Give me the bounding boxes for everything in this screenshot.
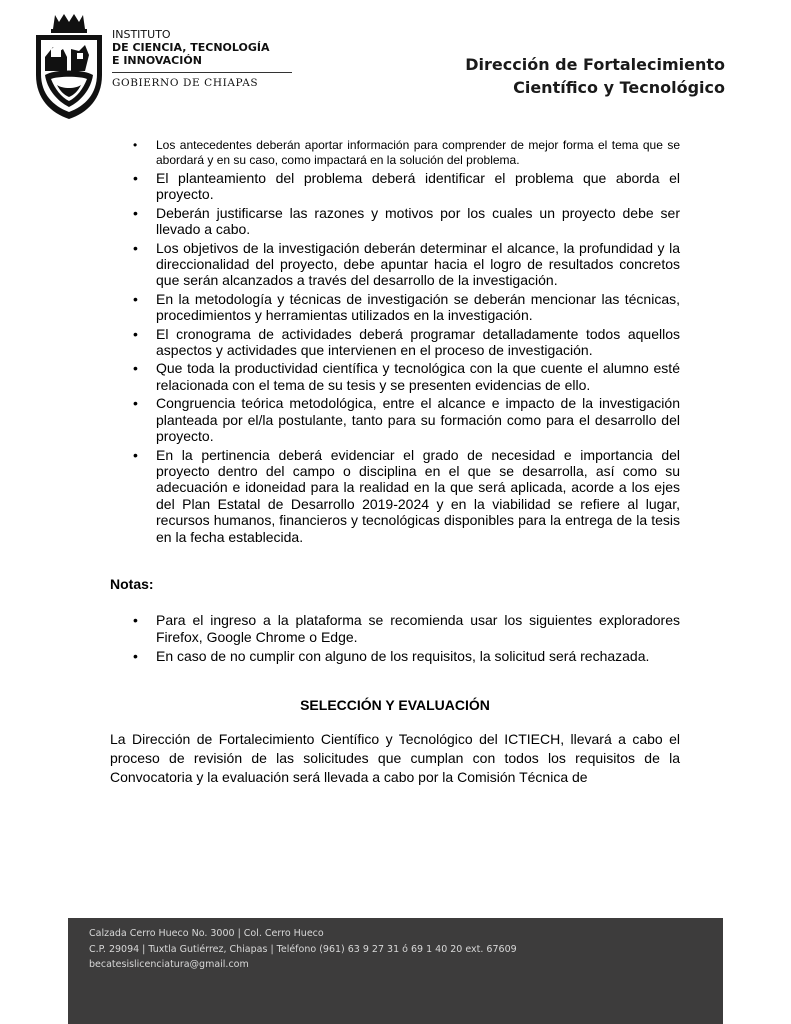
- institute-block: [112, 28, 302, 89]
- institute-line: DE CIENCIA, TECNOLOGÍA: [112, 41, 270, 54]
- footer-contact: C.P. 29094 | Tuxtla Gutiérrez, Chiapas | Teléfono (961) 63 9 27 31 ó 69 1 40 20 ext. 67609: [89, 943, 517, 955]
- list-item-text: En caso de no cumplir con alguno de los requisitos, la solicitud será rechazada.: [156, 647, 650, 664]
- list-item: [110, 395, 680, 444]
- list-item-text: Deberán justificarse las razones y motivos por los cuales un proyecto debe ser llevado a cabo.: [156, 204, 680, 238]
- institute-line: INSTITUTO: [112, 28, 171, 41]
- list-item-text: Los antecedentes deberán aportar información para comprender de mejor forma el tema que se abordará y en su caso, como impactará en la solución del problema.: [156, 138, 680, 167]
- list-item-text: Para el ingreso a la plataforma se recomienda usar los siguientes exploradores Firefox, Google Chrome o Edge.: [156, 611, 680, 645]
- bullet-icon: •: [133, 290, 138, 307]
- bullet-icon: •: [133, 647, 138, 664]
- list-item-text: En la metodología y técnicas de investigación se deberán mencionar las técnicas, procedimientos y herramientas utilizados en la investigación.: [156, 290, 680, 324]
- bullet-icon: •: [133, 204, 138, 221]
- list-item: [110, 170, 680, 203]
- list-item-text: Que toda la productividad científica y tecnológica con la que cuente el alumno esté relacionada con el tema de su tesis y se presenten evidencias de ello.: [156, 360, 680, 393]
- department-title: [465, 53, 725, 99]
- list-item: [110, 291, 680, 324]
- notes-list: [110, 612, 680, 665]
- list-item-text: Congruencia teórica metodológica, entre el alcance e impacto de la investigación planteada por el/la postulante, tanto para su formación como para el desarrollo del proyecto.: [156, 395, 680, 445]
- notes-heading: Notas:: [110, 575, 154, 592]
- section-paragraph: La Dirección de Fortalecimiento Científico y Tecnológico del ICTIECH, llevará a cabo el proceso de revisión de las solicitudes que cumplan con todos los requisitos de la Convocatoria y la evaluación será llevada a cabo por la Comisión Técnica de: [110, 730, 680, 785]
- section-heading: SELECCIÓN Y EVALUACIÓN: [300, 696, 490, 713]
- list-item: [110, 240, 680, 289]
- list-item: [110, 138, 680, 168]
- government-name: GOBIERNO DE CHIAPAS: [112, 77, 259, 89]
- department-title-line: Científico y Tecnológico: [513, 78, 725, 97]
- list-item-text: En la pertinencia deberá evidenciar el grado de necesidad e importancia del proyecto dentro del campo o disciplina en el que se desarrolla, así como su adecuación e idoneidad para la realidad en la que será aplicada, acorde a los ejes del Plan Estatal de Desarrollo 2019-2024 y en la viabilidad se refiere al lugar, recursos humanos, financieros y tecnológicas disponibles para la entrega de la tesis en la fecha establecida.: [156, 446, 680, 545]
- bullet-icon: •: [133, 611, 138, 628]
- department-title-line: Dirección de Fortalecimiento: [465, 55, 725, 74]
- institute-line: E INNOVACIÓN: [112, 54, 202, 67]
- bullet-icon: •: [133, 360, 138, 377]
- document-body: [110, 138, 680, 801]
- list-item-text: Los objetivos de la investigación deberán determinar el alcance, la profundidad y la direccionalidad del proyecto, debe apuntar hacia el logro de resultados concretos que serán alcanzados a través del desarrollo de la investigación.: [156, 239, 680, 289]
- list-item: [110, 360, 680, 393]
- bullet-icon: •: [133, 239, 138, 256]
- bullet-icon: •: [133, 325, 138, 342]
- list-item-text: El cronograma de actividades deberá programar detalladamente todos aquellos aspectos y actividades que intervienen en el proceso de investigación.: [156, 325, 680, 359]
- bullet-icon: •: [133, 446, 138, 463]
- list-item: [110, 205, 680, 238]
- footer-address: Calzada Cerro Hueco No. 3000 | Col. Cerro Hueco: [89, 928, 324, 939]
- list-item: [110, 612, 680, 646]
- chiapas-coat-of-arms-icon: [33, 13, 105, 123]
- list-item: [110, 447, 680, 545]
- bullet-icon: •: [133, 395, 138, 412]
- list-item: [110, 326, 680, 359]
- bullet-icon: •: [133, 170, 138, 186]
- footer-email: becatesislicenciatura@gmail.com: [89, 959, 249, 970]
- requirements-list: [110, 138, 680, 545]
- list-item: [110, 648, 680, 665]
- footer-bar: [68, 918, 723, 1024]
- header-divider: [112, 72, 292, 73]
- list-item-text: El planteamiento del problema deberá identificar el problema que aborda el proyecto.: [156, 170, 680, 203]
- bullet-icon: •: [133, 138, 138, 152]
